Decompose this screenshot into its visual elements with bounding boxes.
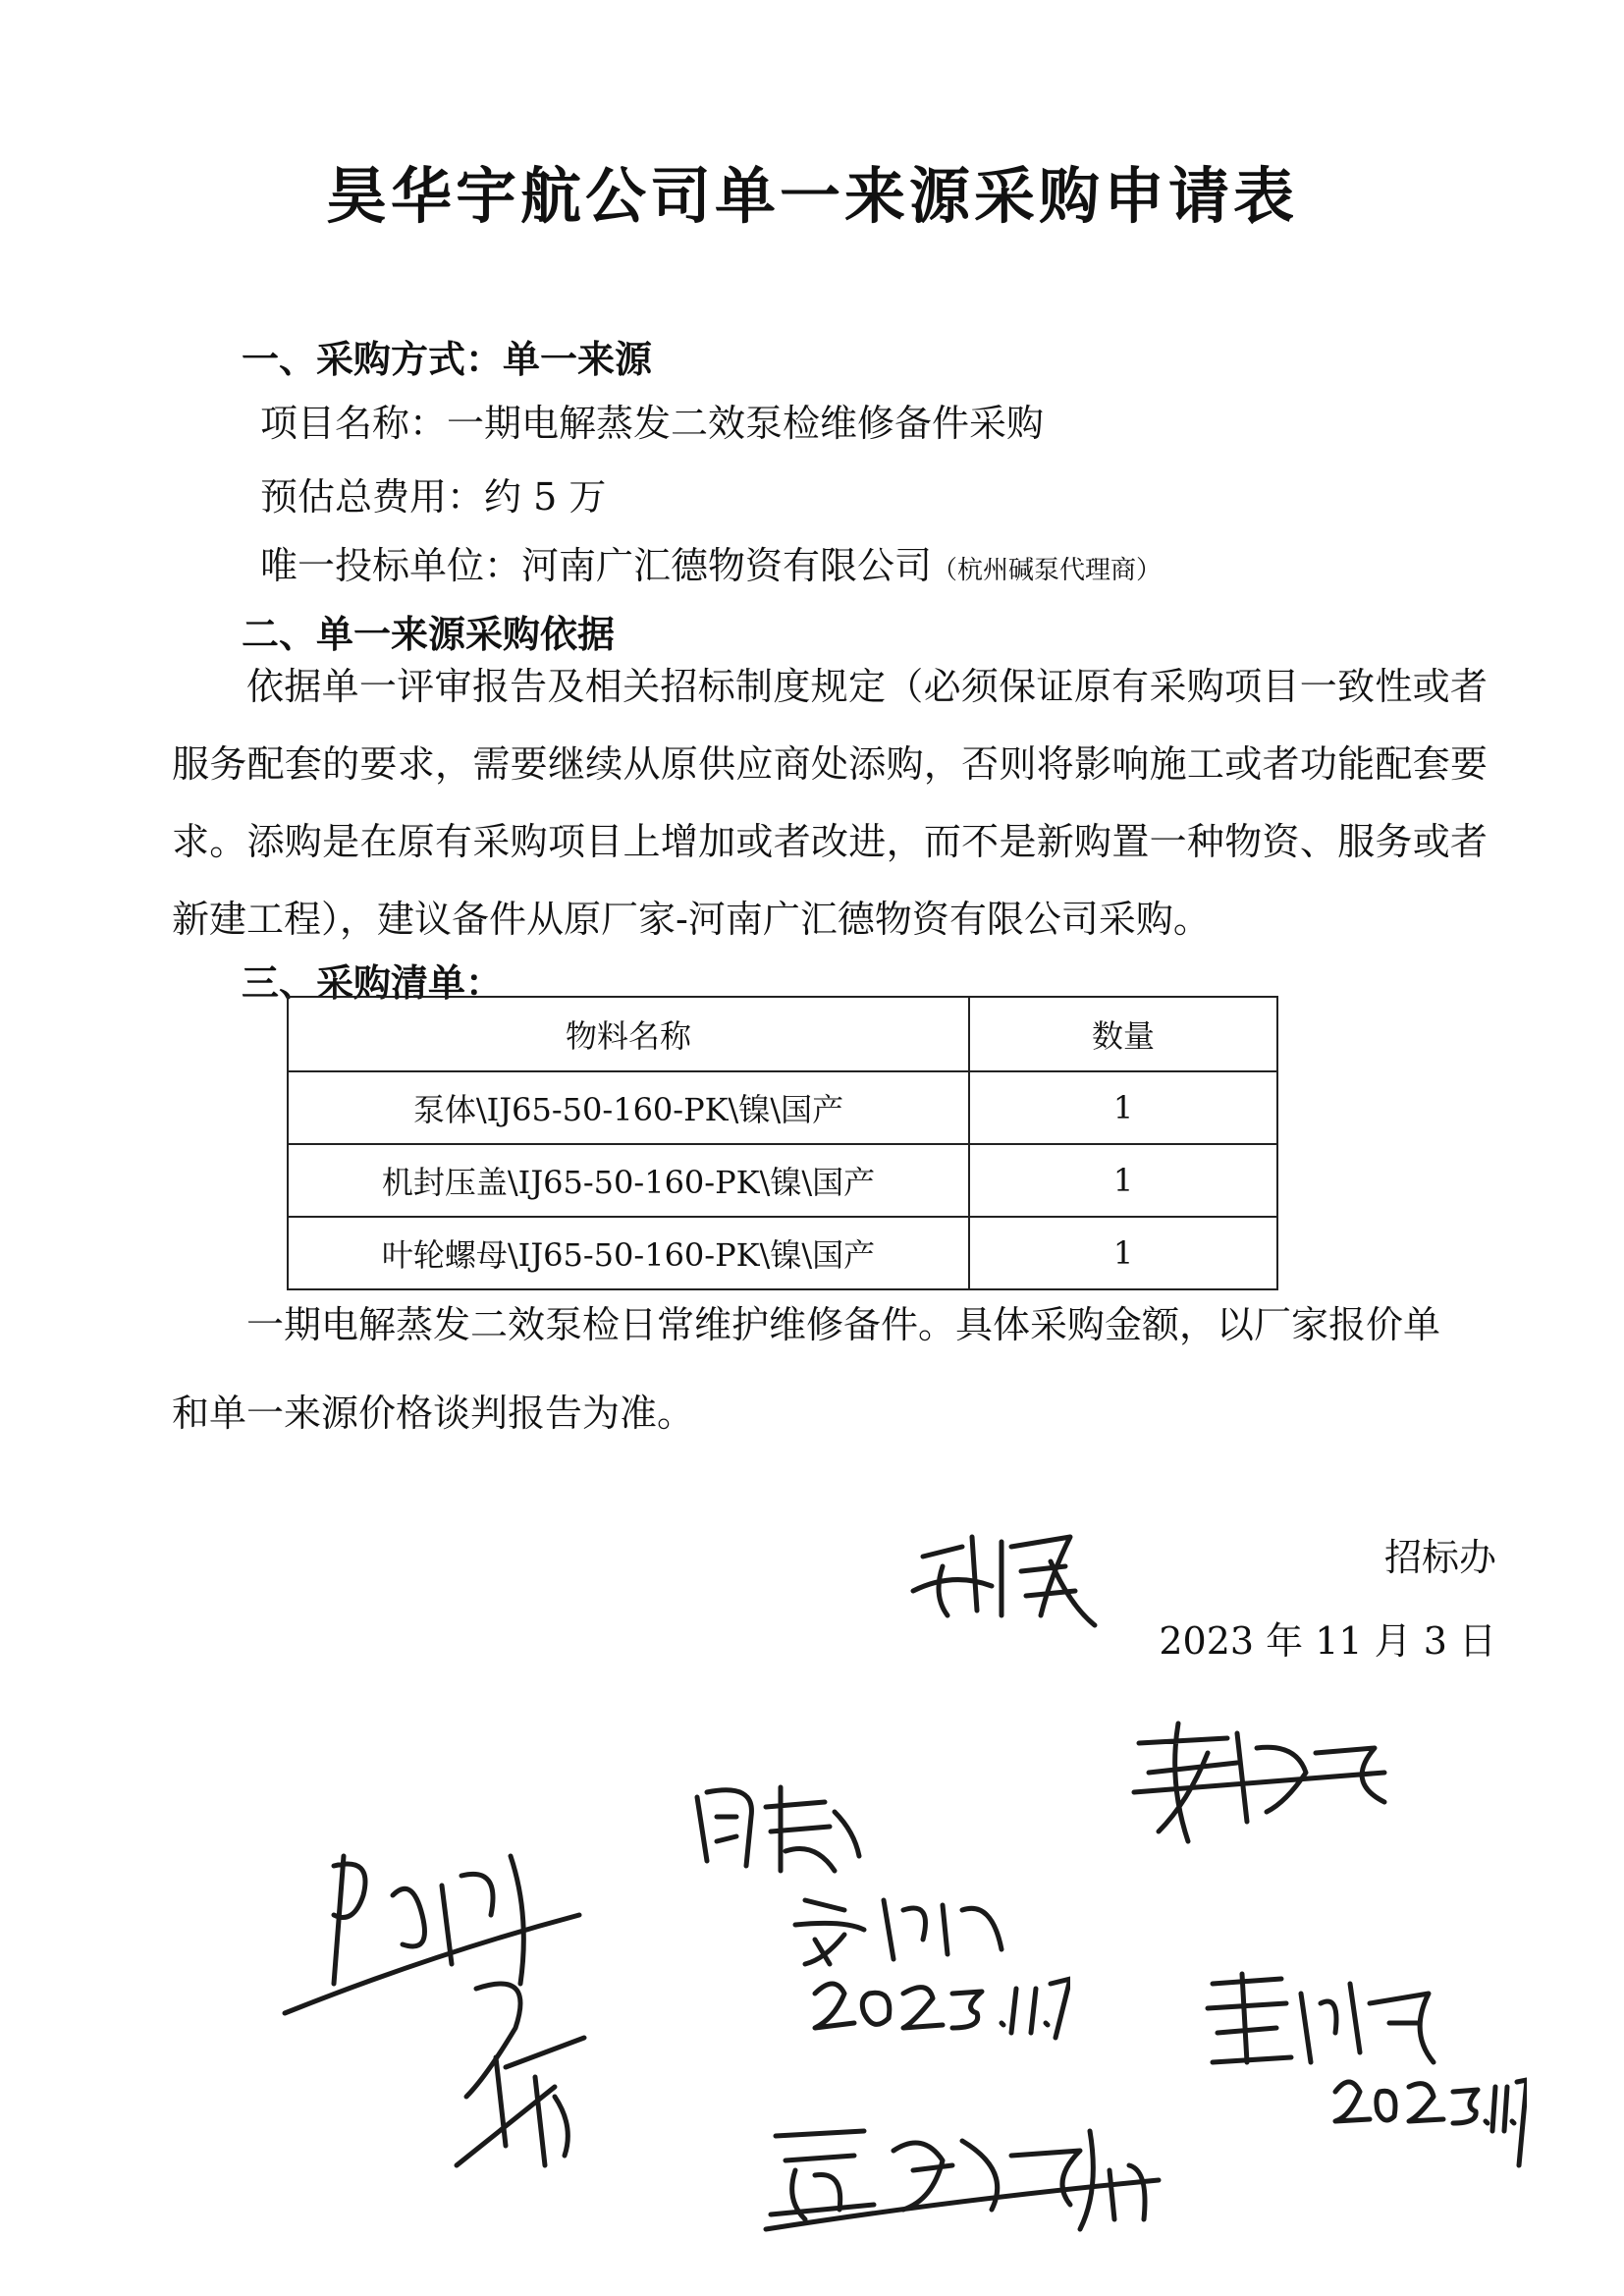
procurement-table — [287, 996, 1278, 1290]
table-cell-quantity: 1 — [969, 1144, 1277, 1217]
handwritten-date-right — [1330, 2062, 1527, 2170]
signature-li-feng — [1119, 1714, 1394, 1861]
table-row — [288, 1071, 1277, 1144]
document-title: 昊华宇航公司单一来源采购申请表 — [325, 160, 1298, 232]
table-cell-material: 泵体\IJ65-50-160-PK\镍\国产 — [288, 1071, 969, 1144]
issuer: 招标办 — [1383, 1536, 1496, 1579]
sole-bidder-line — [260, 535, 1162, 589]
section2-heading: 二、单一来源采购依据 — [242, 613, 616, 656]
closing-line-1: 一期电解蒸发二效泵检日常维护维修备件。具体采购金额，以厂家报价单 — [246, 1303, 1441, 1346]
signature-wu — [785, 1881, 1011, 1969]
signature-liu-wei — [903, 1517, 1100, 1635]
sole-bidder: 唯一投标单位：河南广汇德物资有限公司 — [260, 544, 933, 587]
table-cell-material: 机封压盖\IJ65-50-160-PK\镍\国产 — [288, 1144, 969, 1217]
table-row — [288, 1217, 1277, 1289]
table-cell-quantity: 1 — [969, 1217, 1277, 1289]
basis-paragraph: 依据单一评审报告及相关招标制度规定（必须保证原有采购项目一致性或者服务配套的要求，需要继续从原供应商处添购，否则将影响施工或者功能配套要求。添购是在原有采购项目上增加或者改进，而不是新购置一种物资、服务或者新建工程），建议备件从原厂家-河南广汇德物资有限公司采购。 — [172, 665, 1488, 941]
handwritten-date-middle — [805, 1964, 1070, 2043]
section3-heading: 三、采购清单： — [242, 961, 504, 1005]
table-header-quantity: 数量 — [969, 997, 1277, 1071]
closing-line-2: 和单一来源价格谈判报告为准。 — [172, 1392, 695, 1435]
sole-bidder-note: （杭州碱泵代理商） — [932, 556, 1163, 585]
issue-date: 2023 年 11 月 3 日 — [1159, 1619, 1496, 1663]
project-name: 项目名称：一期电解蒸发二效泵检维修备件采购 — [260, 402, 1045, 445]
table-header-material: 物料名称 — [288, 997, 969, 1071]
table-cell-quantity: 1 — [969, 1071, 1277, 1144]
table-cell-material: 叶轮螺母\IJ65-50-160-PK\镍\国产 — [288, 1217, 969, 1289]
section1-heading: 一、采购方式：单一来源 — [242, 338, 653, 381]
table-row — [288, 1144, 1277, 1217]
estimated-cost: 预估总费用：约 5 万 — [260, 475, 607, 519]
table-header-row — [288, 997, 1277, 1071]
signature-chen-second — [447, 1969, 594, 2175]
signature-bottom — [756, 2111, 1168, 2239]
approval-tongyi — [687, 1773, 864, 1881]
